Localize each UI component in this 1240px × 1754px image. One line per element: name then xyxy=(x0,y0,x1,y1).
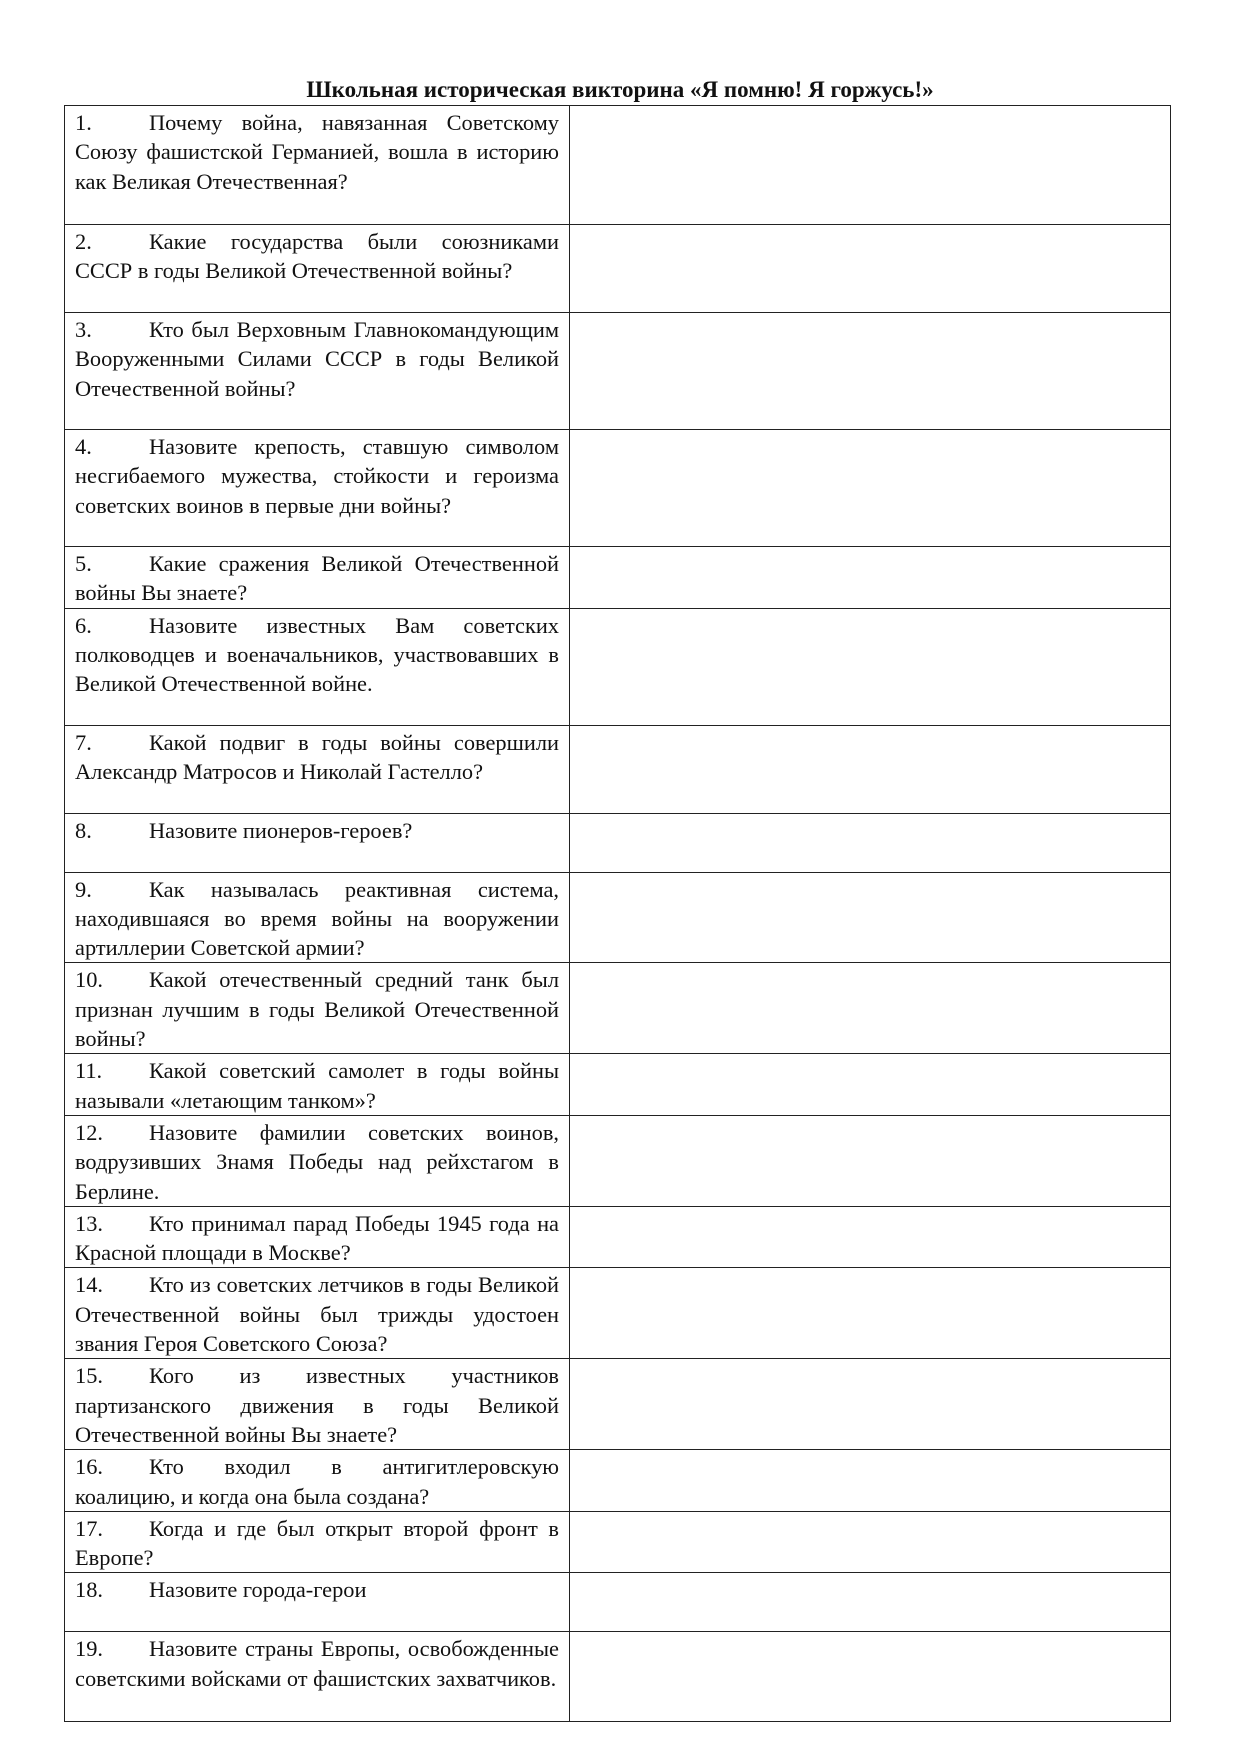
question-number: 8. xyxy=(75,817,92,843)
question-text: Назовите страны Европы, освобожденные советскими войсками от фашистских захватчиков. xyxy=(75,1636,559,1691)
table-row xyxy=(65,313,1171,430)
answer-cell[interactable] xyxy=(570,872,1171,963)
question-cell xyxy=(65,725,570,813)
answer-cell[interactable] xyxy=(570,313,1171,430)
question-cell xyxy=(65,106,570,225)
quiz-table-body xyxy=(65,106,1171,1722)
question-text: Кого из известных участников партизанского движения в годы Великой Отечественной войны Вы знаете? xyxy=(75,1363,559,1447)
question-text: Как называлась реактивная система, находившаяся во время войны на вооружении артиллерии Советской армии? xyxy=(75,876,559,961)
answer-cell[interactable] xyxy=(570,225,1171,313)
question-text: Назовите известных Вам советских полководцев и военачальников, участвовавших в Великой Отечественной войне. xyxy=(75,612,559,697)
question-number: 14. xyxy=(75,1272,103,1298)
answer-cell[interactable] xyxy=(570,1206,1171,1268)
question-text: Кто был Верховным Главнокомандующим Вооруженными Силами СССР в годы Великой Отечественной войны? xyxy=(75,317,559,401)
answer-cell[interactable] xyxy=(570,547,1171,609)
table-row xyxy=(65,1268,1171,1359)
question-text: Кто входил в антигитлеровскую коалицию, и когда она была создана? xyxy=(75,1454,559,1509)
question-cell xyxy=(65,813,570,872)
page-title: Школьная историческая викторина «Я помню! Я горжусь!» xyxy=(306,77,934,102)
question-text: Назовите города-герои xyxy=(149,1577,367,1603)
question-number: 2. xyxy=(75,229,92,254)
question-number: 7. xyxy=(75,729,92,755)
question-cell xyxy=(65,1359,570,1450)
question-cell xyxy=(65,430,570,547)
question-number: 1. xyxy=(75,110,92,135)
question-cell xyxy=(65,225,570,313)
question-number: 11. xyxy=(75,1058,103,1084)
question-text: Какой подвиг в годы войны совершили Александр Матросов и Николай Гастелло? xyxy=(75,729,559,784)
table-row xyxy=(65,872,1171,963)
question-text: Какие сражения Великой Отечественной войны Вы знаете? xyxy=(75,551,559,606)
question-number: 19. xyxy=(75,1636,103,1662)
question-cell xyxy=(65,872,570,963)
table-row xyxy=(65,430,1171,547)
answer-cell[interactable] xyxy=(570,1115,1171,1206)
quiz-table xyxy=(64,105,1171,1722)
question-number: 10. xyxy=(75,967,103,993)
table-row xyxy=(65,1573,1171,1632)
question-text: Кто из советских летчиков в годы Великой Отечественной войны был трижды удостоен звания Героя Советского Союза? xyxy=(75,1272,559,1357)
question-text: Почему война, навязанная Советскому Союзу фашистской Германией, вошла в историю как Великая Отечественная? xyxy=(75,110,559,194)
question-number: 16. xyxy=(75,1454,103,1480)
question-text: Назовите фамилии советских воинов, водрузивших Знамя Победы над рейхстагом в Берлине. xyxy=(75,1119,559,1204)
question-text: Когда и где был открыт второй фронт в Европе? xyxy=(75,1515,559,1571)
question-number: 9. xyxy=(75,876,92,902)
table-row xyxy=(65,1632,1171,1722)
answer-cell[interactable] xyxy=(570,1054,1171,1116)
question-cell xyxy=(65,1632,570,1722)
answer-cell[interactable] xyxy=(570,608,1171,725)
table-row xyxy=(65,1115,1171,1206)
question-cell xyxy=(65,963,570,1054)
question-text: Какой советский самолет в годы войны называли «летающим танком»? xyxy=(75,1058,559,1113)
answer-cell[interactable] xyxy=(570,430,1171,547)
table-row xyxy=(65,106,1171,225)
answer-cell[interactable] xyxy=(570,725,1171,813)
answer-cell[interactable] xyxy=(570,1359,1171,1450)
question-text: Назовите пионеров-героев? xyxy=(149,817,413,843)
question-number: 3. xyxy=(75,317,92,342)
question-text: Какие государства были союзниками СССР в годы Великой Отечественной войны? xyxy=(75,229,559,284)
answer-cell[interactable] xyxy=(570,1632,1171,1722)
answer-cell[interactable] xyxy=(570,1511,1171,1573)
question-cell xyxy=(65,1206,570,1268)
question-text: Кто принимал парад Победы 1945 года на Красной площади в Москве? xyxy=(75,1210,559,1266)
table-row xyxy=(65,1359,1171,1450)
question-cell xyxy=(65,1054,570,1116)
question-number: 15. xyxy=(75,1363,103,1389)
answer-cell[interactable] xyxy=(570,963,1171,1054)
table-row xyxy=(65,1206,1171,1268)
answer-cell[interactable] xyxy=(570,1573,1171,1632)
question-cell xyxy=(65,547,570,609)
question-cell xyxy=(65,1573,570,1632)
table-row xyxy=(65,1054,1171,1116)
table-row xyxy=(65,1511,1171,1573)
question-cell xyxy=(65,608,570,725)
question-number: 12. xyxy=(75,1119,103,1145)
question-cell xyxy=(65,1115,570,1206)
table-row xyxy=(65,963,1171,1054)
question-number: 5. xyxy=(75,551,92,576)
question-text: Назовите крепость, ставшую символом несгибаемого мужества, стойкости и героизма советских воинов в первые дни войны? xyxy=(75,434,559,518)
question-cell xyxy=(65,1511,570,1573)
question-cell xyxy=(65,1450,570,1512)
answer-cell[interactable] xyxy=(570,813,1171,872)
table-row xyxy=(65,225,1171,313)
table-row xyxy=(65,547,1171,609)
table-row xyxy=(65,813,1171,872)
answer-cell[interactable] xyxy=(570,106,1171,225)
question-number: 13. xyxy=(75,1210,103,1236)
question-number: 6. xyxy=(75,612,92,638)
question-cell xyxy=(65,313,570,430)
question-number: 17. xyxy=(75,1515,103,1541)
question-text: Какой отечественный средний танк был признан лучшим в годы Великой Отечественной войны? xyxy=(75,967,559,1052)
question-number: 18. xyxy=(75,1577,103,1603)
table-row xyxy=(65,608,1171,725)
answer-cell[interactable] xyxy=(570,1268,1171,1359)
question-number: 4. xyxy=(75,434,92,459)
table-row xyxy=(65,725,1171,813)
answer-cell[interactable] xyxy=(570,1450,1171,1512)
question-cell xyxy=(65,1268,570,1359)
table-row xyxy=(65,1450,1171,1512)
